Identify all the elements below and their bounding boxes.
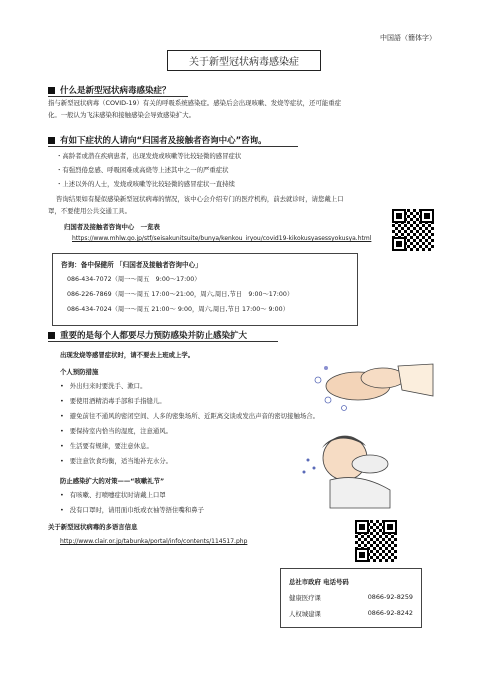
qr-finder bbox=[383, 520, 397, 534]
symptom-item: ・有强烈倦怠感、呼吸困难或高烧等上述其中之一的严重症状 bbox=[56, 166, 229, 174]
heading-underline bbox=[48, 96, 188, 97]
etiquette-item: • 没有口罩时，请用面巾纸或衣袖等捂住嘴和鼻子 bbox=[60, 505, 204, 514]
qr-finder bbox=[420, 209, 434, 223]
multilingual-info-label: 关于新型冠状病毒的多语言信息 bbox=[48, 523, 138, 531]
paragraph: 罩，不要使用公共交通工具。 bbox=[48, 207, 132, 215]
consult-phone-line: 086-434-7024（周一～周五 21:00～ 9:00，周六,周日,节日 17:00～ 9:00） bbox=[67, 306, 289, 313]
measure-item: • 避免前往不通风的密闭空间、人多的密集场所、近距离交谈或发出声音的密切接触场合。 bbox=[60, 411, 319, 420]
paragraph: 指与新型冠状病毒（COVID-19）有关的呼吸系统感染症。感染后会出现咳嗽、发烧等症状，还可能重症 bbox=[48, 99, 342, 107]
paragraph: 化。一般认为飞沫感染和接触感染会导致感染扩大。 bbox=[48, 111, 195, 119]
square-bullet-icon bbox=[48, 137, 55, 144]
contact-box bbox=[280, 568, 422, 628]
measure-item: • 外出归来时要洗手、漱口。 bbox=[60, 381, 146, 390]
personal-measures-heading: 个人预防措施 bbox=[60, 368, 99, 376]
section-heading-text: 什么是新型冠状病毒感染症？ bbox=[60, 86, 171, 96]
page-title bbox=[167, 50, 321, 71]
measure-item: • 要保持室内恰当的湿度，注意通风。 bbox=[60, 426, 172, 435]
qr-finder bbox=[392, 209, 406, 223]
section-heading-text: 重要的是每个人都要尽力预防感染并防止感染扩大 bbox=[60, 331, 248, 341]
consult-list-link[interactable]: https://www.mhlw.go.jp/stf/seisakunitsuite/bunya/kenkou_iryou/covid19-kikokusyasessyokusya.html bbox=[72, 235, 372, 242]
contact-tel: 0866-92-8242 bbox=[367, 609, 413, 617]
contact-dept: 人权城建课 bbox=[289, 610, 321, 618]
heading-underline bbox=[48, 146, 298, 147]
consult-list-label: 归国者及接触者咨询中心 一览表 bbox=[64, 223, 160, 231]
square-bullet-icon bbox=[48, 332, 55, 339]
contact-row bbox=[289, 593, 413, 602]
measure-item: • 要注意饮食均衡，适当地补充水分。 bbox=[60, 456, 172, 465]
section-heading-text: 有如下症状的人请向“归国者及接触者咨询中心”咨询。 bbox=[60, 136, 267, 146]
coughing-person-illustration bbox=[300, 430, 430, 510]
consult-phone-line: 086-434-7072（周一～周五 9:00～17:00） bbox=[67, 276, 201, 283]
etiquette-item: • 有咳嗽、打喷嚏症状时请戴上口罩 bbox=[60, 490, 166, 499]
qr-finder bbox=[355, 548, 369, 562]
heading-underline bbox=[48, 341, 278, 342]
contact-title-text: 总社市政府 电话号码 bbox=[289, 578, 349, 586]
consult-box bbox=[52, 253, 358, 326]
qr-finder bbox=[392, 237, 406, 251]
section-heading-what-is bbox=[48, 84, 171, 96]
contact-row bbox=[289, 609, 413, 618]
section-heading-consult bbox=[48, 134, 267, 146]
qr-code-consult bbox=[392, 209, 434, 251]
measure-item: • 生活要有规律，要注意休息。 bbox=[60, 441, 153, 450]
consult-heading: 咨询：备中保健所 「归国者及接触者咨询中心」 bbox=[61, 261, 202, 269]
cough-etiquette-heading: 防止感染扩大的对策——“咳嗽礼节” bbox=[60, 477, 165, 485]
language-label: 中国語（簡体字） bbox=[380, 34, 436, 42]
square-bullet-icon bbox=[48, 87, 55, 94]
contact-tel: 0866-92-8259 bbox=[367, 593, 413, 601]
multilingual-info-link[interactable]: http://www.clair.or.jp/tabunka/portal/info/contents/114517.php bbox=[60, 538, 248, 545]
qr-code-multilingual bbox=[355, 520, 397, 562]
contact-title bbox=[289, 577, 413, 586]
contact-dept: 健康医疗课 bbox=[289, 594, 321, 602]
paragraph: 咨询结果如有疑似感染新型冠状病毒的情况，该中心会介绍专门的医疗机构，前去就诊时，请您戴上口 bbox=[56, 195, 344, 203]
section-heading-prevention bbox=[48, 329, 247, 341]
symptom-item: ・上述以外的人士，发烧或咳嗽等比较轻微的感冒症状一直持续 bbox=[56, 180, 235, 188]
page-title-text: 关于新型冠状病毒感染症 bbox=[189, 57, 299, 68]
measure-item: • 要使用酒精消毒手部和手指缝儿。 bbox=[60, 396, 166, 405]
symptom-item: ・高龄者或潜在疾病患者，出现发烧或咳嗽等比较轻微的感冒症状 bbox=[56, 152, 242, 160]
qr-finder bbox=[355, 520, 369, 534]
consult-phone-line: 086-226-7869（周一～周五 17:00～21:00，周六,周日,节日 9:00～17:00） bbox=[67, 291, 294, 298]
handwashing-illustration bbox=[298, 356, 438, 416]
lead-text: 出现发烧等感冒症状时，请不要去上班或上学。 bbox=[60, 351, 195, 359]
